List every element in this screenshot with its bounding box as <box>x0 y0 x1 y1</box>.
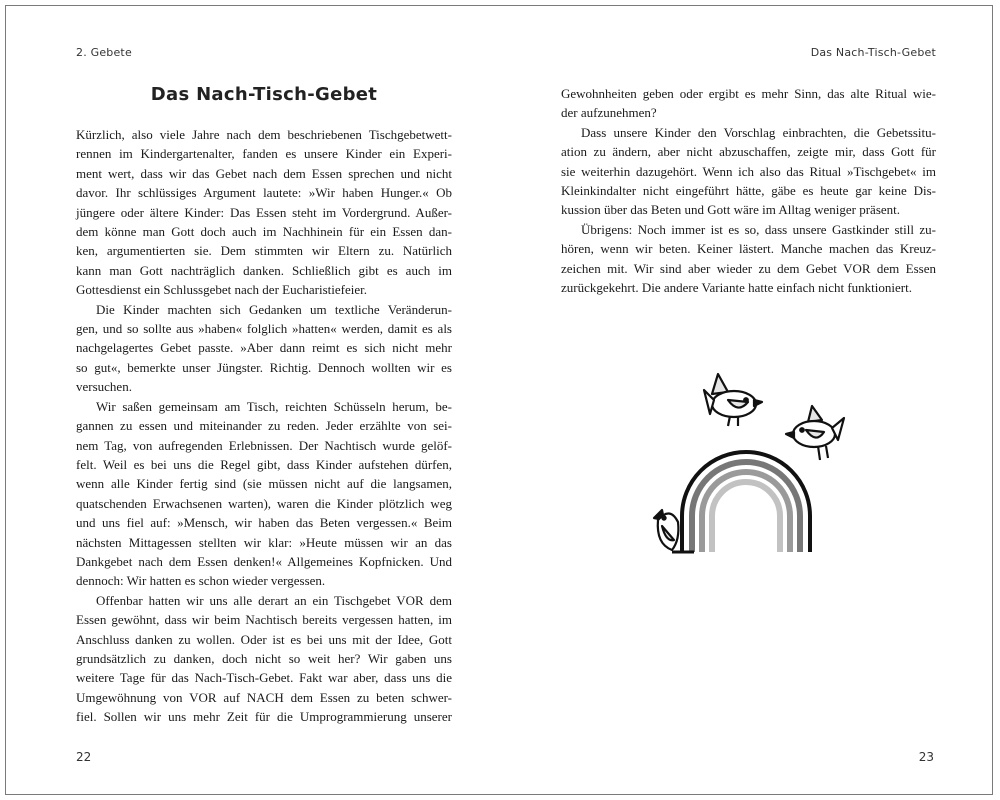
text-line: Dankgebet nach dem Essen denken!« Allgemeines Kopfnicken. Und <box>76 553 452 569</box>
text-line: rennen im Kindergartenalter, fanden es unsere Kinder ein Experi- <box>76 146 452 162</box>
right-page-number: 23 <box>918 750 934 764</box>
chapter-title: Das Nach-Tisch-Gebet <box>150 84 378 105</box>
text-line: ment wert, dass wir das Gebet nach dem Essen sprechen und nicht <box>76 165 452 181</box>
text-line: ken, argumentierten sie. Dem stimmten wir Eltern zu. Natürlich <box>76 243 452 259</box>
text-line: weitere Tage für das Nach-Tisch-Gebet. Fakt war aber, dass uns die <box>76 670 452 686</box>
text-line: nachgelagertes Gebet passte. »Aber dann reimt es sich nicht mehr <box>76 340 452 356</box>
text-line: Wir saßen gemeinsam am Tisch, reichten Schüsseln herum, be- <box>96 398 452 414</box>
text-line: ation zu ändern, aber nicht abzuschaffen, zeigte mir, dass Gott für <box>561 144 936 160</box>
text-line: Essen gewöhnt, dass wir beim Nachtisch bereits vergessen hatten, im <box>76 612 452 628</box>
text-line: versuchen. <box>76 379 132 395</box>
text-line: Die Kinder machten sich Gedanken um textliche Veränderun- <box>96 301 452 317</box>
text-line: gannen zu essen und miteinander zu reden. Jeder erzählte von sei- <box>76 418 452 434</box>
text-line: der aufzunehmen? <box>561 105 657 121</box>
text-line: jüngere oder ältere Kinder: Das Essen steht im Vordergrund. Außer- <box>76 204 452 220</box>
text-line: Umgewöhnung von VOR auf NACH dem Essen zu beten schwer- <box>76 689 452 705</box>
text-line: gen, und so sollte aus »haben« folglich »hatten« werden, damit es als <box>76 321 452 337</box>
text-line: fiel. Sollen wir uns mehr Zeit für die Umprogrammierung unserer <box>76 709 452 725</box>
text-line: dennoch: Wir hatten es schon wieder vergessen. <box>76 573 326 589</box>
bird-top-icon <box>704 374 762 426</box>
rainbow-icon <box>672 452 810 552</box>
text-line: kann man Gott nachträglich danken. Schließlich gibt es auch im <box>76 262 452 278</box>
text-line: Kleinkindalter nicht eingeführt hätte, gäbe es heute gar keine Dis- <box>561 183 936 199</box>
left-running-head: 2. Gebete <box>76 46 132 59</box>
text-line: zurückgekehrt. Die andere Variante hatte einfach nicht funktioniert. <box>561 280 912 296</box>
text-line: davor. Ihr schlüssiges Argument lautete: »Wir haben Hunger.« Ob <box>76 185 452 201</box>
text-line: grundsätzlich zu danken, doch nicht so weit her? Wir gaben uns <box>76 650 452 666</box>
bird-bottom-icon <box>654 510 678 550</box>
text-line: kussion über das Beten und Gott wäre im Alltag weniger präsent. <box>561 202 901 218</box>
rainbow-with-birds-icon <box>642 370 854 562</box>
text-line: Dass unsere Kinder den Vorschlag einbrachten, die Gebetssitu- <box>581 124 936 140</box>
bird-right-icon <box>786 406 844 460</box>
text-line: Anschluss danken zu wollen. Oder ist es bei uns mit der Idee, Gott <box>76 631 452 647</box>
text-line: zeichen mit. Wir sind aber wieder zu dem Gebet VOR dem Essen <box>561 260 936 276</box>
text-line: hören, wenn wir beten. Keiner lästert. Manche machen das Kreuz- <box>561 241 936 257</box>
right-running-head: Das Nach-Tisch-Gebet <box>810 46 936 59</box>
text-line: quatschenden Erwachsenen warten), waren die Kinder plötzlich weg <box>76 495 452 511</box>
text-line: felt. Weil es bei uns die Regel gibt, dass Kinder aufstehen dürfen, <box>76 456 452 472</box>
left-page-text <box>76 125 452 727</box>
text-line: Kürzlich, also viele Jahre nach dem beschriebenen Tischgebetwett- <box>76 127 452 142</box>
text-line: wenn alle Kinder fertig sind (sie müssen nicht auf die langsamen, <box>76 476 452 492</box>
text-line: Übrigens: Noch immer ist es so, dass unsere Gastkinder still zu- <box>581 221 936 237</box>
text-line: so gut«, bemerkte unser Jüngster. Richtig. Dennoch wollten wir es <box>76 359 452 375</box>
text-line: und uns fiel auf: »Mensch, wir haben das Beten vergessen.« Beim <box>76 515 452 531</box>
text-line: sie weiterhin dazugehört. Wenn ich also das Ritual »Tischgebet« im <box>561 163 936 179</box>
text-line: nächsten Mittagessen stellten wir klar: »Heute müssen wir an das <box>76 534 452 550</box>
right-page-text <box>561 84 936 297</box>
text-line: nem Tag, von aufregenden Erlebnissen. Der Nachtisch wurde gelöf- <box>76 437 452 453</box>
text-line: dem könne man Gott doch auch im Nachhinein für ein Essen dan- <box>76 224 452 240</box>
text-line: Gottesdienst ein Schlussgebet nach der Eucharistiefeier. <box>76 282 367 298</box>
left-page-number: 22 <box>76 750 92 764</box>
text-line: Gewohnheiten geben oder ergibt es mehr Sinn, das alte Ritual wie- <box>561 86 936 101</box>
text-line: Offenbar hatten wir uns alle derart an ein Tischgebet VOR dem <box>96 592 452 608</box>
book-spread <box>5 5 993 795</box>
